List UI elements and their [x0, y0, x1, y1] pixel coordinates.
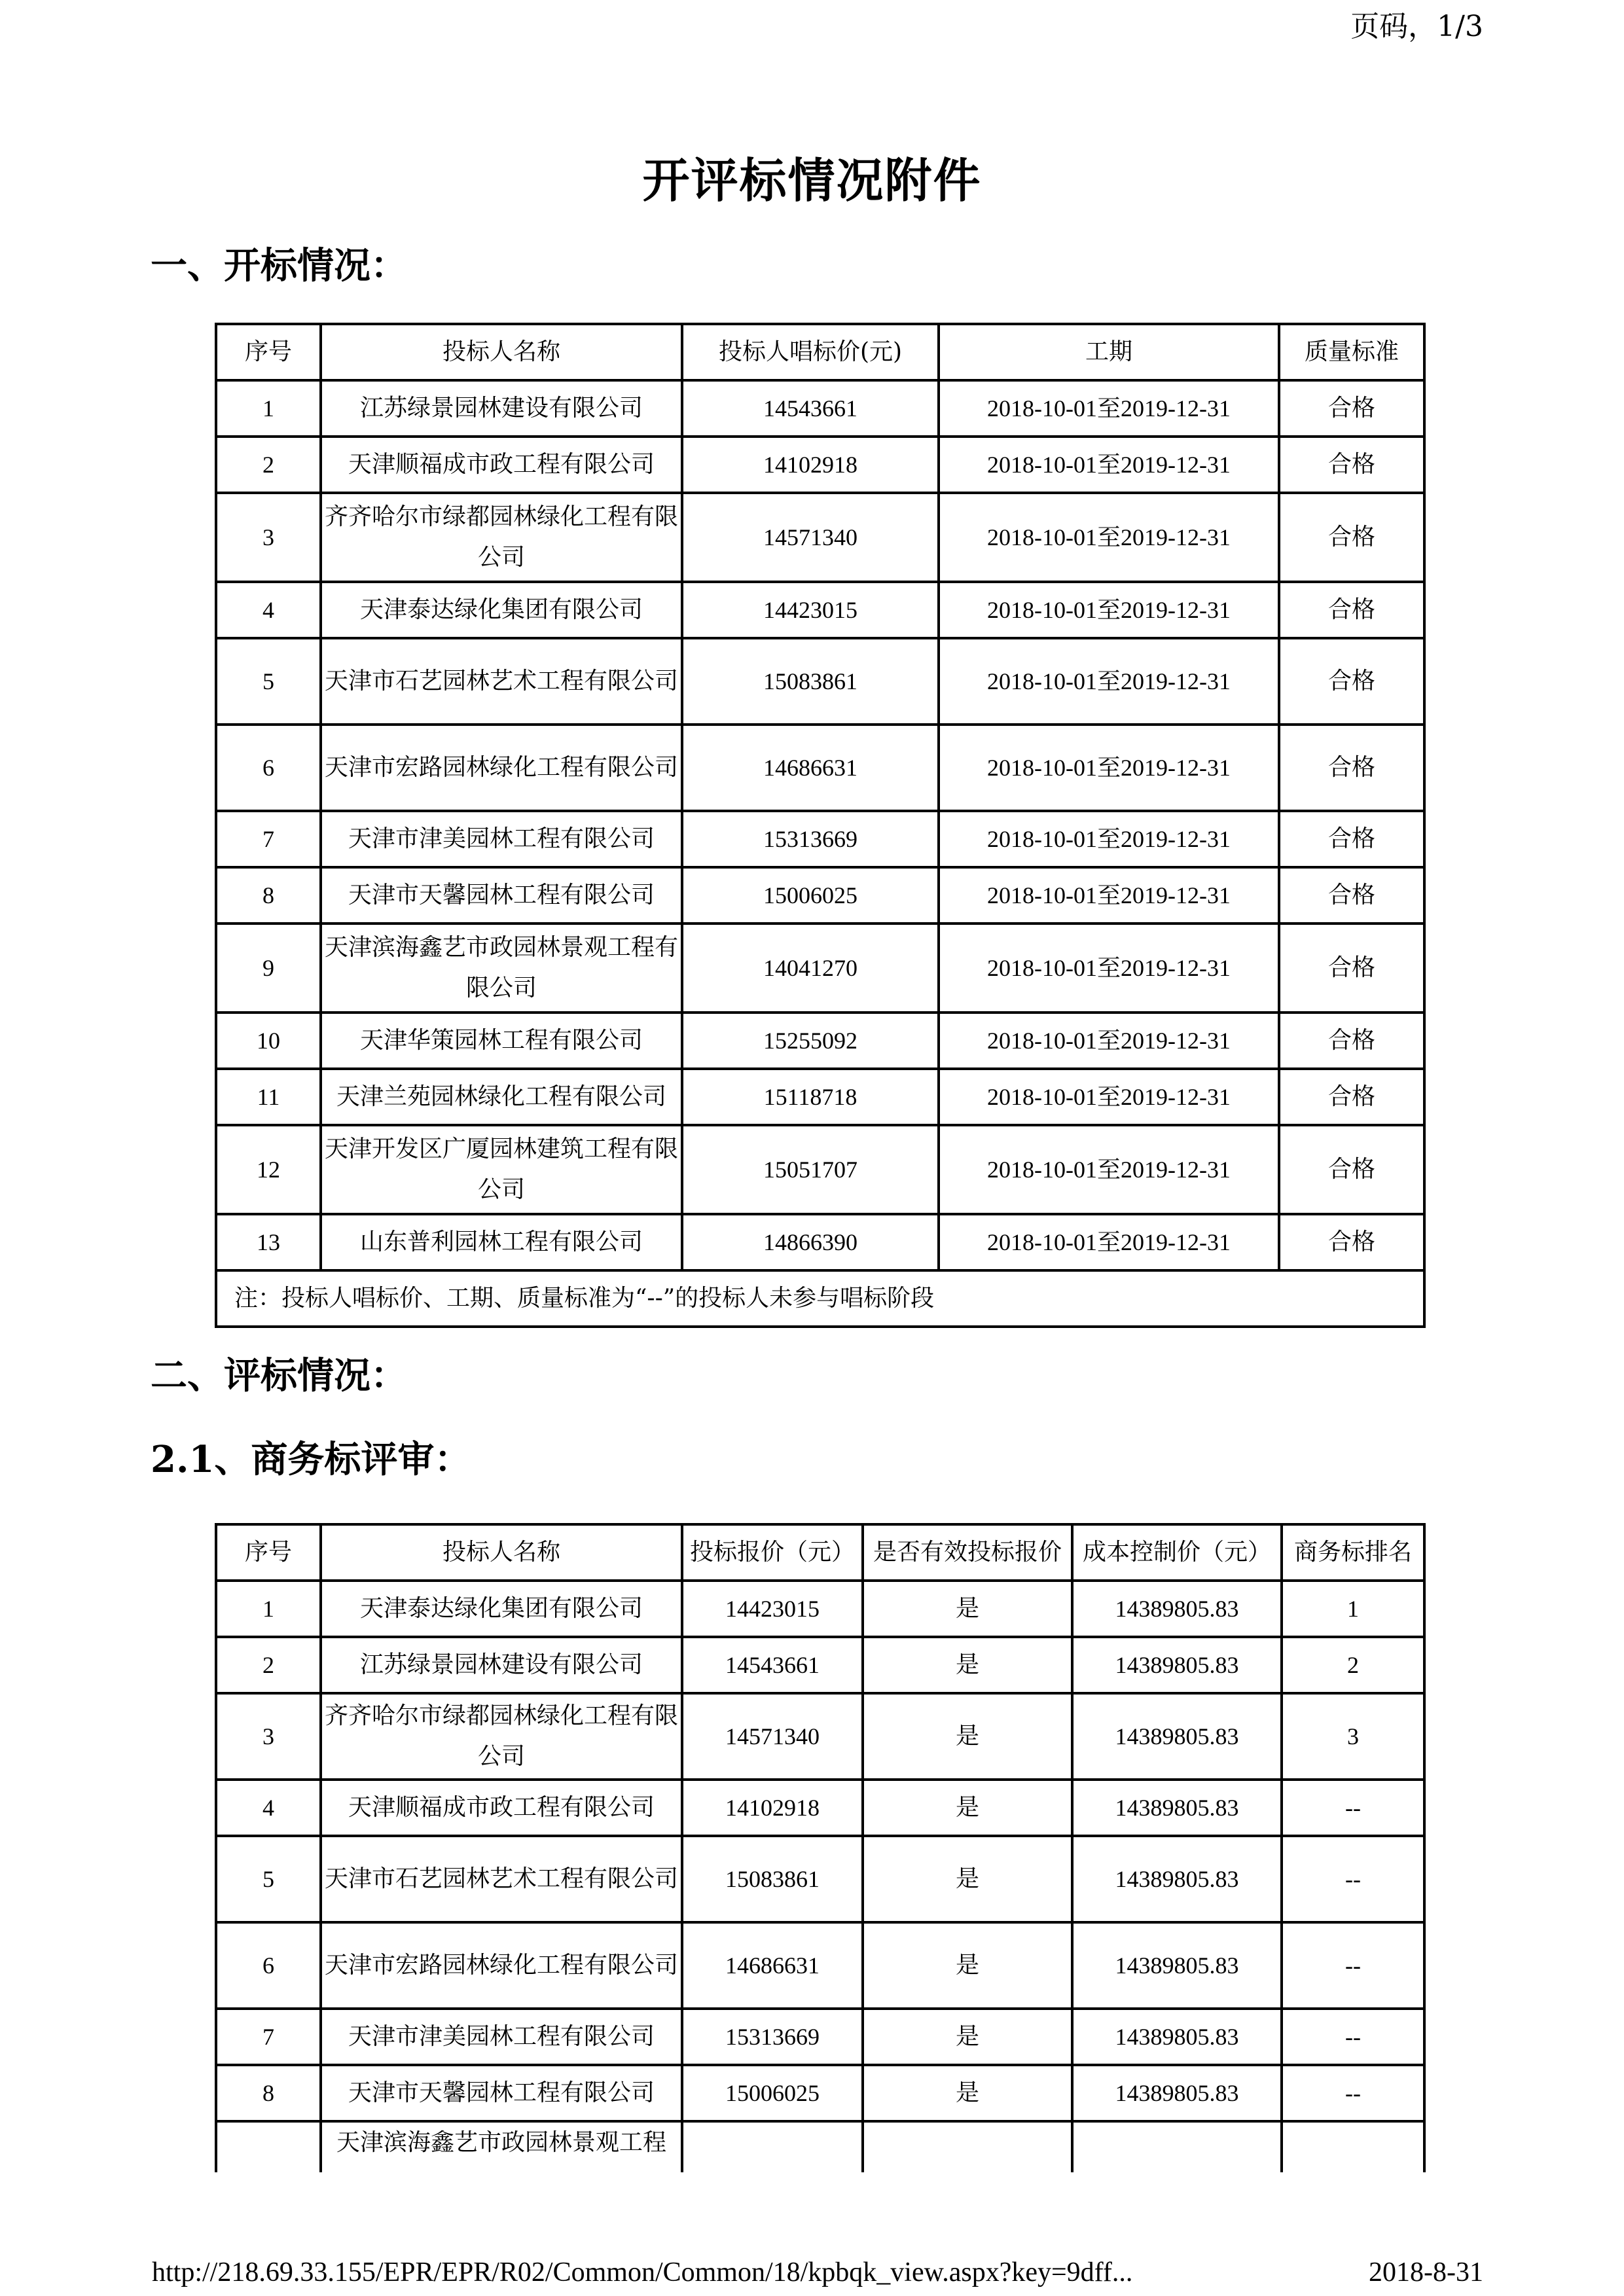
quality-standard: 合格 [1279, 924, 1424, 1013]
construction-period: 2018-10-01至2019-12-31 [939, 380, 1279, 437]
bid-price: 14866390 [682, 1214, 939, 1270]
bid-price: 14686631 [682, 725, 939, 811]
quality-standard: 合格 [1279, 493, 1424, 582]
table-row [216, 1214, 1424, 1270]
table-row [216, 437, 1424, 493]
business-rank: -- [1282, 1780, 1424, 1836]
bidder-name: 天津市津美园林工程有限公司 [321, 811, 682, 867]
quality-standard: 合格 [1279, 1069, 1424, 1125]
valid-bid-flag: 是 [863, 1922, 1072, 2009]
construction-period: 2018-10-01至2019-12-31 [939, 1069, 1279, 1125]
table-row [216, 1780, 1424, 1836]
empty-cell [1282, 2121, 1424, 2172]
table-header-row [216, 1524, 1424, 1581]
bidder-name: 天津滨海鑫艺市政园林景观工程有限公司 [321, 924, 682, 1013]
bidder-name: 山东普利园林工程有限公司 [321, 1214, 682, 1270]
bid-price: 15051707 [682, 1125, 939, 1214]
column-header: 投标人名称 [321, 324, 682, 380]
table-row [216, 725, 1424, 811]
valid-bid-flag: 是 [863, 1637, 1072, 1693]
quality-standard: 合格 [1279, 380, 1424, 437]
bid-price: 14423015 [682, 1581, 863, 1637]
construction-period: 2018-10-01至2019-12-31 [939, 437, 1279, 493]
bidder-name: 天津开发区广厦园林建筑工程有限公司 [321, 1125, 682, 1214]
construction-period: 2018-10-01至2019-12-31 [939, 582, 1279, 638]
column-header: 质量标准 [1279, 324, 1424, 380]
row-index: 6 [216, 1922, 321, 2009]
bidder-name: 天津市津美园林工程有限公司 [321, 2009, 682, 2065]
valid-bid-flag: 是 [863, 1693, 1072, 1780]
row-index: 2 [216, 1637, 321, 1693]
column-header: 投标人名称 [321, 1524, 682, 1581]
column-header: 是否有效投标报价 [863, 1524, 1072, 1581]
bid-price: 15006025 [682, 2065, 863, 2121]
bid-price: 14686631 [682, 1922, 863, 2009]
bid-price: 15006025 [682, 867, 939, 924]
table-row [216, 380, 1424, 437]
bidder-name: 天津顺福成市政工程有限公司 [321, 437, 682, 493]
bid-price: 15313669 [682, 2009, 863, 2065]
bid-price: 14423015 [682, 582, 939, 638]
bid-price: 14571340 [682, 493, 939, 582]
column-header: 投标人唱标价(元) [682, 324, 939, 380]
table-row [216, 924, 1424, 1013]
table-row [216, 1581, 1424, 1637]
row-index: 13 [216, 1214, 321, 1270]
row-index: 5 [216, 638, 321, 725]
bid-price: 15083861 [682, 1836, 863, 1922]
valid-bid-flag: 是 [863, 2065, 1072, 2121]
business-rank: -- [1282, 2065, 1424, 2121]
bid-price: 14102918 [682, 1780, 863, 1836]
row-index: 3 [216, 493, 321, 582]
business-rank: 3 [1282, 1693, 1424, 1780]
table-header-row [216, 324, 1424, 380]
bidder-name: 天津滨海鑫艺市政园林景观工程 [321, 2121, 682, 2172]
bidder-name: 江苏绿景园林建设有限公司 [321, 1637, 682, 1693]
row-index: 1 [216, 1581, 321, 1637]
bidder-name: 江苏绿景园林建设有限公司 [321, 380, 682, 437]
bidder-name: 齐齐哈尔市绿都园林绿化工程有限公司 [321, 493, 682, 582]
row-index: 5 [216, 1836, 321, 1922]
bidder-name: 天津市天馨园林工程有限公司 [321, 867, 682, 924]
quality-standard: 合格 [1279, 867, 1424, 924]
cost-control-price: 14389805.83 [1072, 1637, 1282, 1693]
construction-period: 2018-10-01至2019-12-31 [939, 493, 1279, 582]
business-rank: -- [1282, 1922, 1424, 2009]
construction-period: 2018-10-01至2019-12-31 [939, 725, 1279, 811]
row-index: 9 [216, 924, 321, 1013]
note-row [216, 1270, 1424, 1327]
bidder-name: 天津市宏路园林绿化工程有限公司 [321, 1922, 682, 2009]
valid-bid-flag: 是 [863, 2009, 1072, 2065]
table-row [216, 1069, 1424, 1125]
bid-opening-table [215, 323, 1426, 1328]
table-row [216, 2009, 1424, 2065]
construction-period: 2018-10-01至2019-12-31 [939, 867, 1279, 924]
business-rank: 2 [1282, 1637, 1424, 1693]
table-row [216, 1637, 1424, 1693]
table-row [216, 1125, 1424, 1214]
page-number: 页码，1/3 [1350, 10, 1483, 43]
table-row [216, 493, 1424, 582]
cost-control-price: 14389805.83 [1072, 2065, 1282, 2121]
footer-date: 2018-8-31 [1369, 2257, 1483, 2287]
table-note: 注：投标人唱标价、工期、质量标准为“--”的投标人未参与唱标阶段 [216, 1270, 1424, 1327]
business-rank: 1 [1282, 1581, 1424, 1637]
document-title: 开评标情况附件 [642, 152, 982, 208]
row-index: 11 [216, 1069, 321, 1125]
footer-url: http://218.69.33.155/EPR/EPR/R02/Common/Common/18/kpbqk_view.aspx?key=9dff... [152, 2257, 1133, 2287]
bidder-name: 天津泰达绿化集团有限公司 [321, 582, 682, 638]
quality-standard: 合格 [1279, 811, 1424, 867]
row-index: 7 [216, 811, 321, 867]
table-row [216, 867, 1424, 924]
valid-bid-flag: 是 [863, 1836, 1072, 1922]
quality-standard: 合格 [1279, 1125, 1424, 1214]
column-header: 商务标排名 [1282, 1524, 1424, 1581]
row-index: 4 [216, 1780, 321, 1836]
table-row [216, 1693, 1424, 1780]
quality-standard: 合格 [1279, 1214, 1424, 1270]
cost-control-price: 14389805.83 [1072, 2009, 1282, 2065]
column-header: 序号 [216, 324, 321, 380]
valid-bid-flag: 是 [863, 1581, 1072, 1637]
bid-price: 14571340 [682, 1693, 863, 1780]
construction-period: 2018-10-01至2019-12-31 [939, 1013, 1279, 1069]
construction-period: 2018-10-01至2019-12-31 [939, 924, 1279, 1013]
bid-price: 15083861 [682, 638, 939, 725]
bidder-name: 天津兰苑园林绿化工程有限公司 [321, 1069, 682, 1125]
empty-cell [1072, 2121, 1282, 2172]
row-index: 8 [216, 2065, 321, 2121]
table-row [216, 582, 1424, 638]
column-header: 成本控制价（元） [1072, 1524, 1282, 1581]
business-review-table [215, 1523, 1426, 2172]
valid-bid-flag: 是 [863, 1780, 1072, 1836]
section-heading-bid-opening: 一、开标情况： [151, 244, 407, 287]
cost-control-price: 14389805.83 [1072, 1693, 1282, 1780]
business-rank: -- [1282, 2009, 1424, 2065]
quality-standard: 合格 [1279, 582, 1424, 638]
bid-price: 14543661 [682, 380, 939, 437]
bid-price: 15313669 [682, 811, 939, 867]
construction-period: 2018-10-01至2019-12-31 [939, 638, 1279, 725]
bidder-name: 天津市宏路园林绿化工程有限公司 [321, 725, 682, 811]
table-row [216, 811, 1424, 867]
bidder-name: 天津市石艺园林艺术工程有限公司 [321, 1836, 682, 1922]
business-rank: -- [1282, 1836, 1424, 1922]
table-row [216, 1836, 1424, 1922]
row-index: 8 [216, 867, 321, 924]
row-index: 2 [216, 437, 321, 493]
quality-standard: 合格 [1279, 638, 1424, 725]
construction-period: 2018-10-01至2019-12-31 [939, 811, 1279, 867]
cost-control-price: 14389805.83 [1072, 1836, 1282, 1922]
row-index: 7 [216, 2009, 321, 2065]
empty-cell [863, 2121, 1072, 2172]
bid-price: 15118718 [682, 1069, 939, 1125]
bid-price: 14041270 [682, 924, 939, 1013]
table-row-partial [216, 2121, 1424, 2172]
section-heading-business-review: 2.1、商务标评审： [151, 1438, 471, 1481]
section-heading-evaluation: 二、评标情况： [151, 1354, 407, 1397]
bidder-name: 天津市石艺园林艺术工程有限公司 [321, 638, 682, 725]
bidder-name: 齐齐哈尔市绿都园林绿化工程有限公司 [321, 1693, 682, 1780]
column-header: 序号 [216, 1524, 321, 1581]
quality-standard: 合格 [1279, 725, 1424, 811]
column-header: 工期 [939, 324, 1279, 380]
row-index: 12 [216, 1125, 321, 1214]
cost-control-price: 14389805.83 [1072, 1581, 1282, 1637]
quality-standard: 合格 [1279, 437, 1424, 493]
row-index: 10 [216, 1013, 321, 1069]
row-index: 4 [216, 582, 321, 638]
table-row [216, 1922, 1424, 2009]
bidder-name: 天津泰达绿化集团有限公司 [321, 1581, 682, 1637]
quality-standard: 合格 [1279, 1013, 1424, 1069]
cost-control-price: 14389805.83 [1072, 1780, 1282, 1836]
table-row [216, 2065, 1424, 2121]
row-index: 3 [216, 1693, 321, 1780]
column-header: 投标报价（元） [682, 1524, 863, 1581]
bid-price: 15255092 [682, 1013, 939, 1069]
bid-price: 14543661 [682, 1637, 863, 1693]
construction-period: 2018-10-01至2019-12-31 [939, 1125, 1279, 1214]
table-row [216, 1013, 1424, 1069]
construction-period: 2018-10-01至2019-12-31 [939, 1214, 1279, 1270]
row-index: 1 [216, 380, 321, 437]
bid-price: 14102918 [682, 437, 939, 493]
table-row [216, 638, 1424, 725]
bidder-name: 天津市天馨园林工程有限公司 [321, 2065, 682, 2121]
empty-cell [682, 2121, 863, 2172]
bidder-name: 天津顺福成市政工程有限公司 [321, 1780, 682, 1836]
empty-cell [216, 2121, 321, 2172]
bidder-name: 天津华策园林工程有限公司 [321, 1013, 682, 1069]
cost-control-price: 14389805.83 [1072, 1922, 1282, 2009]
row-index: 6 [216, 725, 321, 811]
